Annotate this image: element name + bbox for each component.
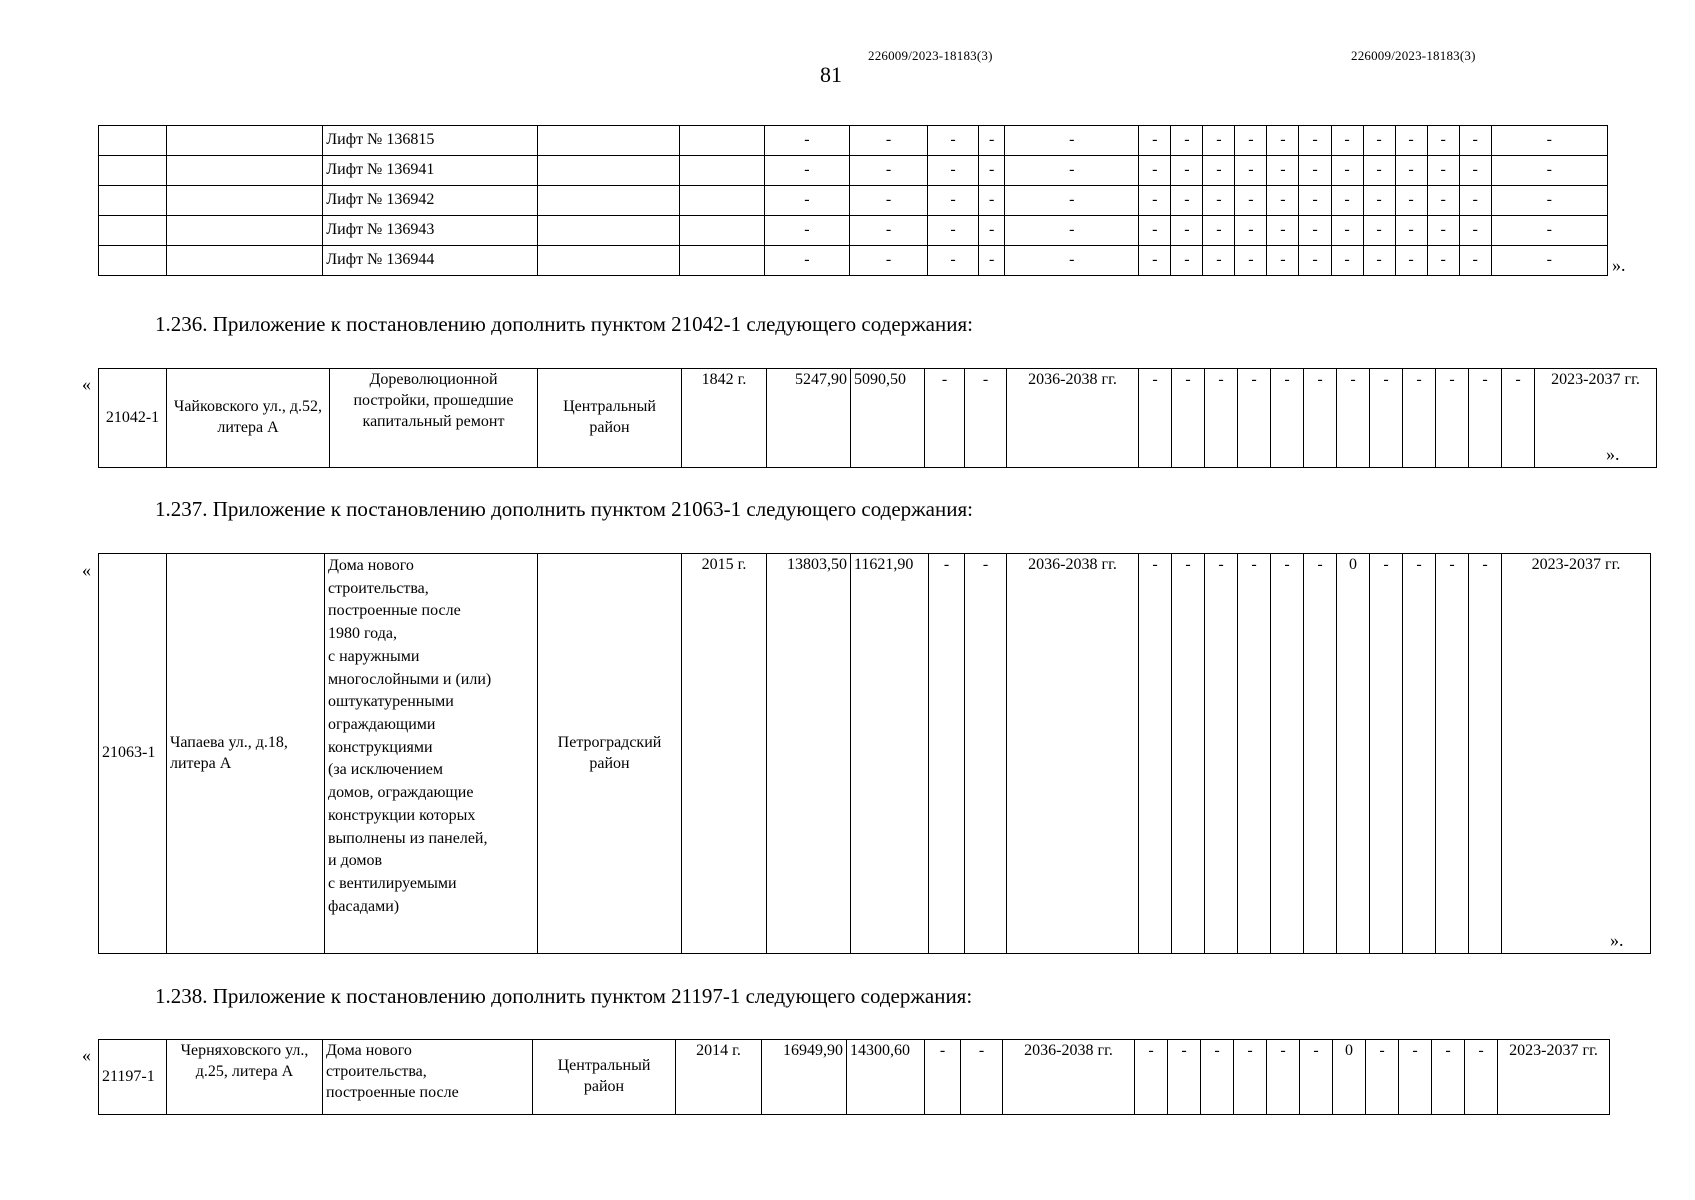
lift-table bbox=[98, 125, 1608, 276]
work-cell: - bbox=[1135, 1040, 1168, 1115]
work-cell: - bbox=[1366, 1040, 1399, 1115]
work-cell: - bbox=[1205, 554, 1238, 954]
lift-name: Лифт № 136943 bbox=[323, 216, 537, 246]
empty-cell bbox=[537, 126, 679, 156]
lift-cell: - bbox=[1331, 246, 1363, 276]
work-cell: - bbox=[1300, 1040, 1333, 1115]
lift-cell: - bbox=[1427, 156, 1459, 186]
row-area-total: 16949,90 bbox=[762, 1040, 847, 1115]
work-cell: - bbox=[1139, 369, 1172, 468]
lift-cell: - bbox=[928, 216, 979, 246]
lift-cell: - bbox=[928, 126, 979, 156]
work-cell: - bbox=[1139, 554, 1172, 954]
lift-cell: - bbox=[1331, 216, 1363, 246]
row-district: Петроградский район bbox=[538, 554, 682, 954]
lift-cell: - bbox=[1005, 246, 1139, 276]
work-cell: - bbox=[1399, 1040, 1432, 1115]
lift-cell: - bbox=[1299, 246, 1331, 276]
work-cell: - bbox=[1502, 369, 1535, 468]
work-cell: 0 bbox=[1337, 554, 1370, 954]
lift-cell: - bbox=[1427, 186, 1459, 216]
empty-cell bbox=[99, 246, 167, 276]
lift-cell: - bbox=[1459, 246, 1491, 276]
work-cell: - bbox=[1403, 554, 1436, 954]
work-cell: - bbox=[1267, 1040, 1300, 1115]
lift-cell: - bbox=[1299, 156, 1331, 186]
lift-cell: - bbox=[1235, 186, 1267, 216]
row-year: 2015 г. bbox=[682, 554, 767, 954]
row-id: 21063-1 bbox=[99, 554, 167, 954]
lift-cell: - bbox=[1203, 186, 1235, 216]
lift-row bbox=[99, 216, 1608, 246]
lift-cell: - bbox=[1267, 246, 1299, 276]
lift-cell: - bbox=[764, 156, 849, 186]
lift-cell: - bbox=[1363, 186, 1395, 216]
lift-cell: - bbox=[1139, 216, 1171, 246]
row-d1: - bbox=[925, 369, 965, 468]
row-building-type: Дореволюционной постройки, прошедшие капитальный ремонт bbox=[330, 369, 538, 468]
lift-cell: - bbox=[1005, 186, 1139, 216]
lift-cell: - bbox=[979, 156, 1005, 186]
lift-cell: - bbox=[1235, 246, 1267, 276]
lift-cell: - bbox=[1139, 156, 1171, 186]
empty-cell bbox=[537, 246, 679, 276]
lift-cell: - bbox=[1267, 156, 1299, 186]
work-cell: - bbox=[1201, 1040, 1234, 1115]
lift-cell: - bbox=[979, 186, 1005, 216]
work-cell: - bbox=[1469, 369, 1502, 468]
page-number: 81 bbox=[820, 62, 842, 87]
empty-cell bbox=[537, 156, 679, 186]
table-21042-1 bbox=[98, 368, 1657, 468]
lift-cell: - bbox=[849, 216, 927, 246]
row-area-living: 11621,90 bbox=[851, 554, 929, 954]
lift-cell: - bbox=[849, 156, 927, 186]
lift-cell: - bbox=[1331, 156, 1363, 186]
lift-cell: - bbox=[1459, 156, 1491, 186]
lift-cell: - bbox=[1395, 246, 1427, 276]
lift-cell: - bbox=[1395, 126, 1427, 156]
lift-cell: - bbox=[1005, 156, 1139, 186]
row-year: 1842 г. bbox=[682, 369, 767, 468]
empty-cell bbox=[167, 156, 323, 186]
lift-cell: - bbox=[764, 246, 849, 276]
empty-cell bbox=[99, 126, 167, 156]
row-plan: 2023-2037 гг. bbox=[1535, 369, 1657, 468]
row-address: Чайковского ул., д.52, литера А bbox=[167, 369, 330, 468]
row-plan: 2023-2037 гг. bbox=[1502, 554, 1651, 954]
lift-cell: - bbox=[764, 216, 849, 246]
empty-cell bbox=[99, 216, 167, 246]
paragraph-1-237: 1.237. Приложение к постановлению дополнить пунктом 21063-1 следующего содержания: bbox=[155, 497, 973, 521]
work-cell: - bbox=[1469, 554, 1502, 954]
row-year: 2014 г. bbox=[676, 1040, 762, 1115]
lift-cell: - bbox=[849, 126, 927, 156]
work-cell: - bbox=[1465, 1040, 1498, 1115]
lift-cell: - bbox=[1427, 126, 1459, 156]
row-district: Центральный район bbox=[533, 1040, 676, 1115]
work-cell: - bbox=[1172, 369, 1205, 468]
table-21197-1 bbox=[98, 1039, 1610, 1115]
lift-cell: - bbox=[1491, 216, 1607, 246]
work-cell: - bbox=[1370, 554, 1403, 954]
lift-cell: - bbox=[1363, 126, 1395, 156]
lift-row bbox=[99, 246, 1608, 276]
row-address: Чапаева ул., д.18, литера А bbox=[167, 554, 325, 954]
lift-cell: - bbox=[928, 246, 979, 276]
work-cell: - bbox=[1271, 369, 1304, 468]
row-area-total: 13803,50 bbox=[767, 554, 851, 954]
lift-cell: - bbox=[979, 246, 1005, 276]
lift-cell: - bbox=[1235, 156, 1267, 186]
empty-cell bbox=[99, 186, 167, 216]
lift-cell: - bbox=[849, 246, 927, 276]
lift-cell: - bbox=[1171, 156, 1203, 186]
empty-cell bbox=[679, 126, 764, 156]
row-period: 2036-2038 гг. bbox=[1007, 369, 1139, 468]
lift-cell: - bbox=[1005, 126, 1139, 156]
lift-cell: - bbox=[1427, 216, 1459, 246]
work-cell: - bbox=[1271, 554, 1304, 954]
lift-cell: - bbox=[1171, 186, 1203, 216]
row-id: 21197-1 bbox=[99, 1040, 167, 1115]
work-cell: - bbox=[1304, 554, 1337, 954]
lift-cell: - bbox=[764, 186, 849, 216]
lift-cell: - bbox=[1459, 186, 1491, 216]
work-cell: - bbox=[1337, 369, 1370, 468]
lift-cell: - bbox=[1171, 216, 1203, 246]
work-cell: 0 bbox=[1333, 1040, 1366, 1115]
paragraph-1-236: 1.236. Приложение к постановлению дополнить пунктом 21042-1 следующего содержания: bbox=[155, 312, 973, 336]
document-id-right: 226009/2023-18183(3) bbox=[1351, 48, 1476, 63]
lift-cell: - bbox=[928, 156, 979, 186]
row-area-living: 14300,60 bbox=[847, 1040, 925, 1115]
lift-cell: - bbox=[1299, 186, 1331, 216]
lift-cell: - bbox=[1235, 126, 1267, 156]
empty-cell bbox=[679, 246, 764, 276]
lift-name: Лифт № 136941 bbox=[323, 156, 537, 186]
row-period: 2036-2038 гг. bbox=[1007, 554, 1139, 954]
lift-cell: - bbox=[1203, 126, 1235, 156]
lift-cell: - bbox=[1363, 246, 1395, 276]
lift-cell: - bbox=[1203, 156, 1235, 186]
lift-cell: - bbox=[1139, 246, 1171, 276]
lift-cell: - bbox=[979, 216, 1005, 246]
row-district: Центральный район bbox=[538, 369, 682, 468]
empty-cell bbox=[167, 126, 323, 156]
row-building-type: Дома нового строительства, построенные после 1980 года, с наружными многослойными и (или) оштукатуренными ограждающими конструкциями (за исключением домов, ограждающие конструкции которых выполнены из панелей, и домов с вентилируемыми фасадами) bbox=[325, 554, 538, 954]
open-quote-238: « bbox=[82, 1045, 91, 1065]
work-cell: - bbox=[1205, 369, 1238, 468]
row-id: 21042-1 bbox=[99, 369, 167, 468]
lift-cell: - bbox=[1363, 156, 1395, 186]
work-cell: - bbox=[1432, 1040, 1465, 1115]
lift-cell: - bbox=[1171, 126, 1203, 156]
row-plan: 2023-2037 гг. bbox=[1498, 1040, 1610, 1115]
lift-name: Лифт № 136944 bbox=[323, 246, 537, 276]
close-quote-237: ». bbox=[1610, 930, 1624, 950]
lift-cell: - bbox=[1171, 246, 1203, 276]
lift-cell: - bbox=[1491, 126, 1607, 156]
open-quote-236: « bbox=[82, 374, 91, 394]
lift-cell: - bbox=[1203, 216, 1235, 246]
row-address: Черняховского ул., д.25, литера А bbox=[167, 1040, 323, 1115]
lift-cell: - bbox=[1005, 216, 1139, 246]
lift-cell: - bbox=[1139, 186, 1171, 216]
document-id-left: 226009/2023-18183(3) bbox=[868, 48, 993, 63]
lift-cell: - bbox=[1299, 216, 1331, 246]
work-cell: - bbox=[1168, 1040, 1201, 1115]
lift-cell: - bbox=[1267, 186, 1299, 216]
work-cell: - bbox=[1172, 554, 1205, 954]
lift-name: Лифт № 136815 bbox=[323, 126, 537, 156]
empty-cell bbox=[537, 186, 679, 216]
row-period: 2036-2038 гг. bbox=[1003, 1040, 1135, 1115]
lift-cell: - bbox=[1363, 216, 1395, 246]
lift-cell: - bbox=[1459, 126, 1491, 156]
lift-cell: - bbox=[1491, 246, 1607, 276]
row-d2: - bbox=[961, 1040, 1003, 1115]
lift-row bbox=[99, 126, 1608, 156]
lift-row bbox=[99, 186, 1608, 216]
lift-cell: - bbox=[1299, 126, 1331, 156]
lift-cell: - bbox=[1235, 216, 1267, 246]
empty-cell bbox=[679, 186, 764, 216]
lift-cell: - bbox=[1459, 216, 1491, 246]
row-d1: - bbox=[925, 1040, 961, 1115]
row-d2: - bbox=[965, 554, 1007, 954]
work-cell: - bbox=[1234, 1040, 1267, 1115]
lift-cell: - bbox=[1395, 186, 1427, 216]
lift-cell: - bbox=[1395, 216, 1427, 246]
work-cell: - bbox=[1238, 554, 1271, 954]
lift-table-closing-quote: ». bbox=[1612, 255, 1626, 275]
lift-cell: - bbox=[1203, 246, 1235, 276]
empty-cell bbox=[167, 186, 323, 216]
lift-cell: - bbox=[928, 186, 979, 216]
empty-cell bbox=[167, 216, 323, 246]
work-cell: - bbox=[1304, 369, 1337, 468]
lift-cell: - bbox=[1491, 156, 1607, 186]
lift-cell: - bbox=[1331, 186, 1363, 216]
empty-cell bbox=[99, 156, 167, 186]
row-building-type: Дома нового строительства, построенные после bbox=[323, 1040, 533, 1115]
row-area-total: 5247,90 bbox=[767, 369, 851, 468]
empty-cell bbox=[679, 216, 764, 246]
table-21063-1 bbox=[98, 553, 1651, 954]
lift-cell: - bbox=[849, 186, 927, 216]
work-cell: - bbox=[1238, 369, 1271, 468]
empty-cell bbox=[537, 216, 679, 246]
lift-cell: - bbox=[1267, 126, 1299, 156]
lift-cell: - bbox=[1267, 216, 1299, 246]
lift-cell: - bbox=[1491, 186, 1607, 216]
row-d1: - bbox=[929, 554, 965, 954]
empty-cell bbox=[167, 246, 323, 276]
lift-cell: - bbox=[1395, 156, 1427, 186]
row-d2: - bbox=[965, 369, 1007, 468]
lift-name: Лифт № 136942 bbox=[323, 186, 537, 216]
lift-cell: - bbox=[1331, 126, 1363, 156]
work-cell: - bbox=[1436, 554, 1469, 954]
lift-cell: - bbox=[1427, 246, 1459, 276]
work-cell: - bbox=[1403, 369, 1436, 468]
lift-cell: - bbox=[979, 126, 1005, 156]
open-quote-237: « bbox=[82, 560, 91, 580]
close-quote-236: ». bbox=[1606, 444, 1620, 464]
lift-cell: - bbox=[764, 126, 849, 156]
paragraph-1-238: 1.238. Приложение к постановлению дополнить пунктом 21197-1 следующего содержания: bbox=[155, 984, 973, 1008]
lift-row bbox=[99, 156, 1608, 186]
lift-cell: - bbox=[1139, 126, 1171, 156]
row-area-living: 5090,50 bbox=[851, 369, 925, 468]
empty-cell bbox=[679, 156, 764, 186]
work-cell: - bbox=[1370, 369, 1403, 468]
work-cell: - bbox=[1436, 369, 1469, 468]
